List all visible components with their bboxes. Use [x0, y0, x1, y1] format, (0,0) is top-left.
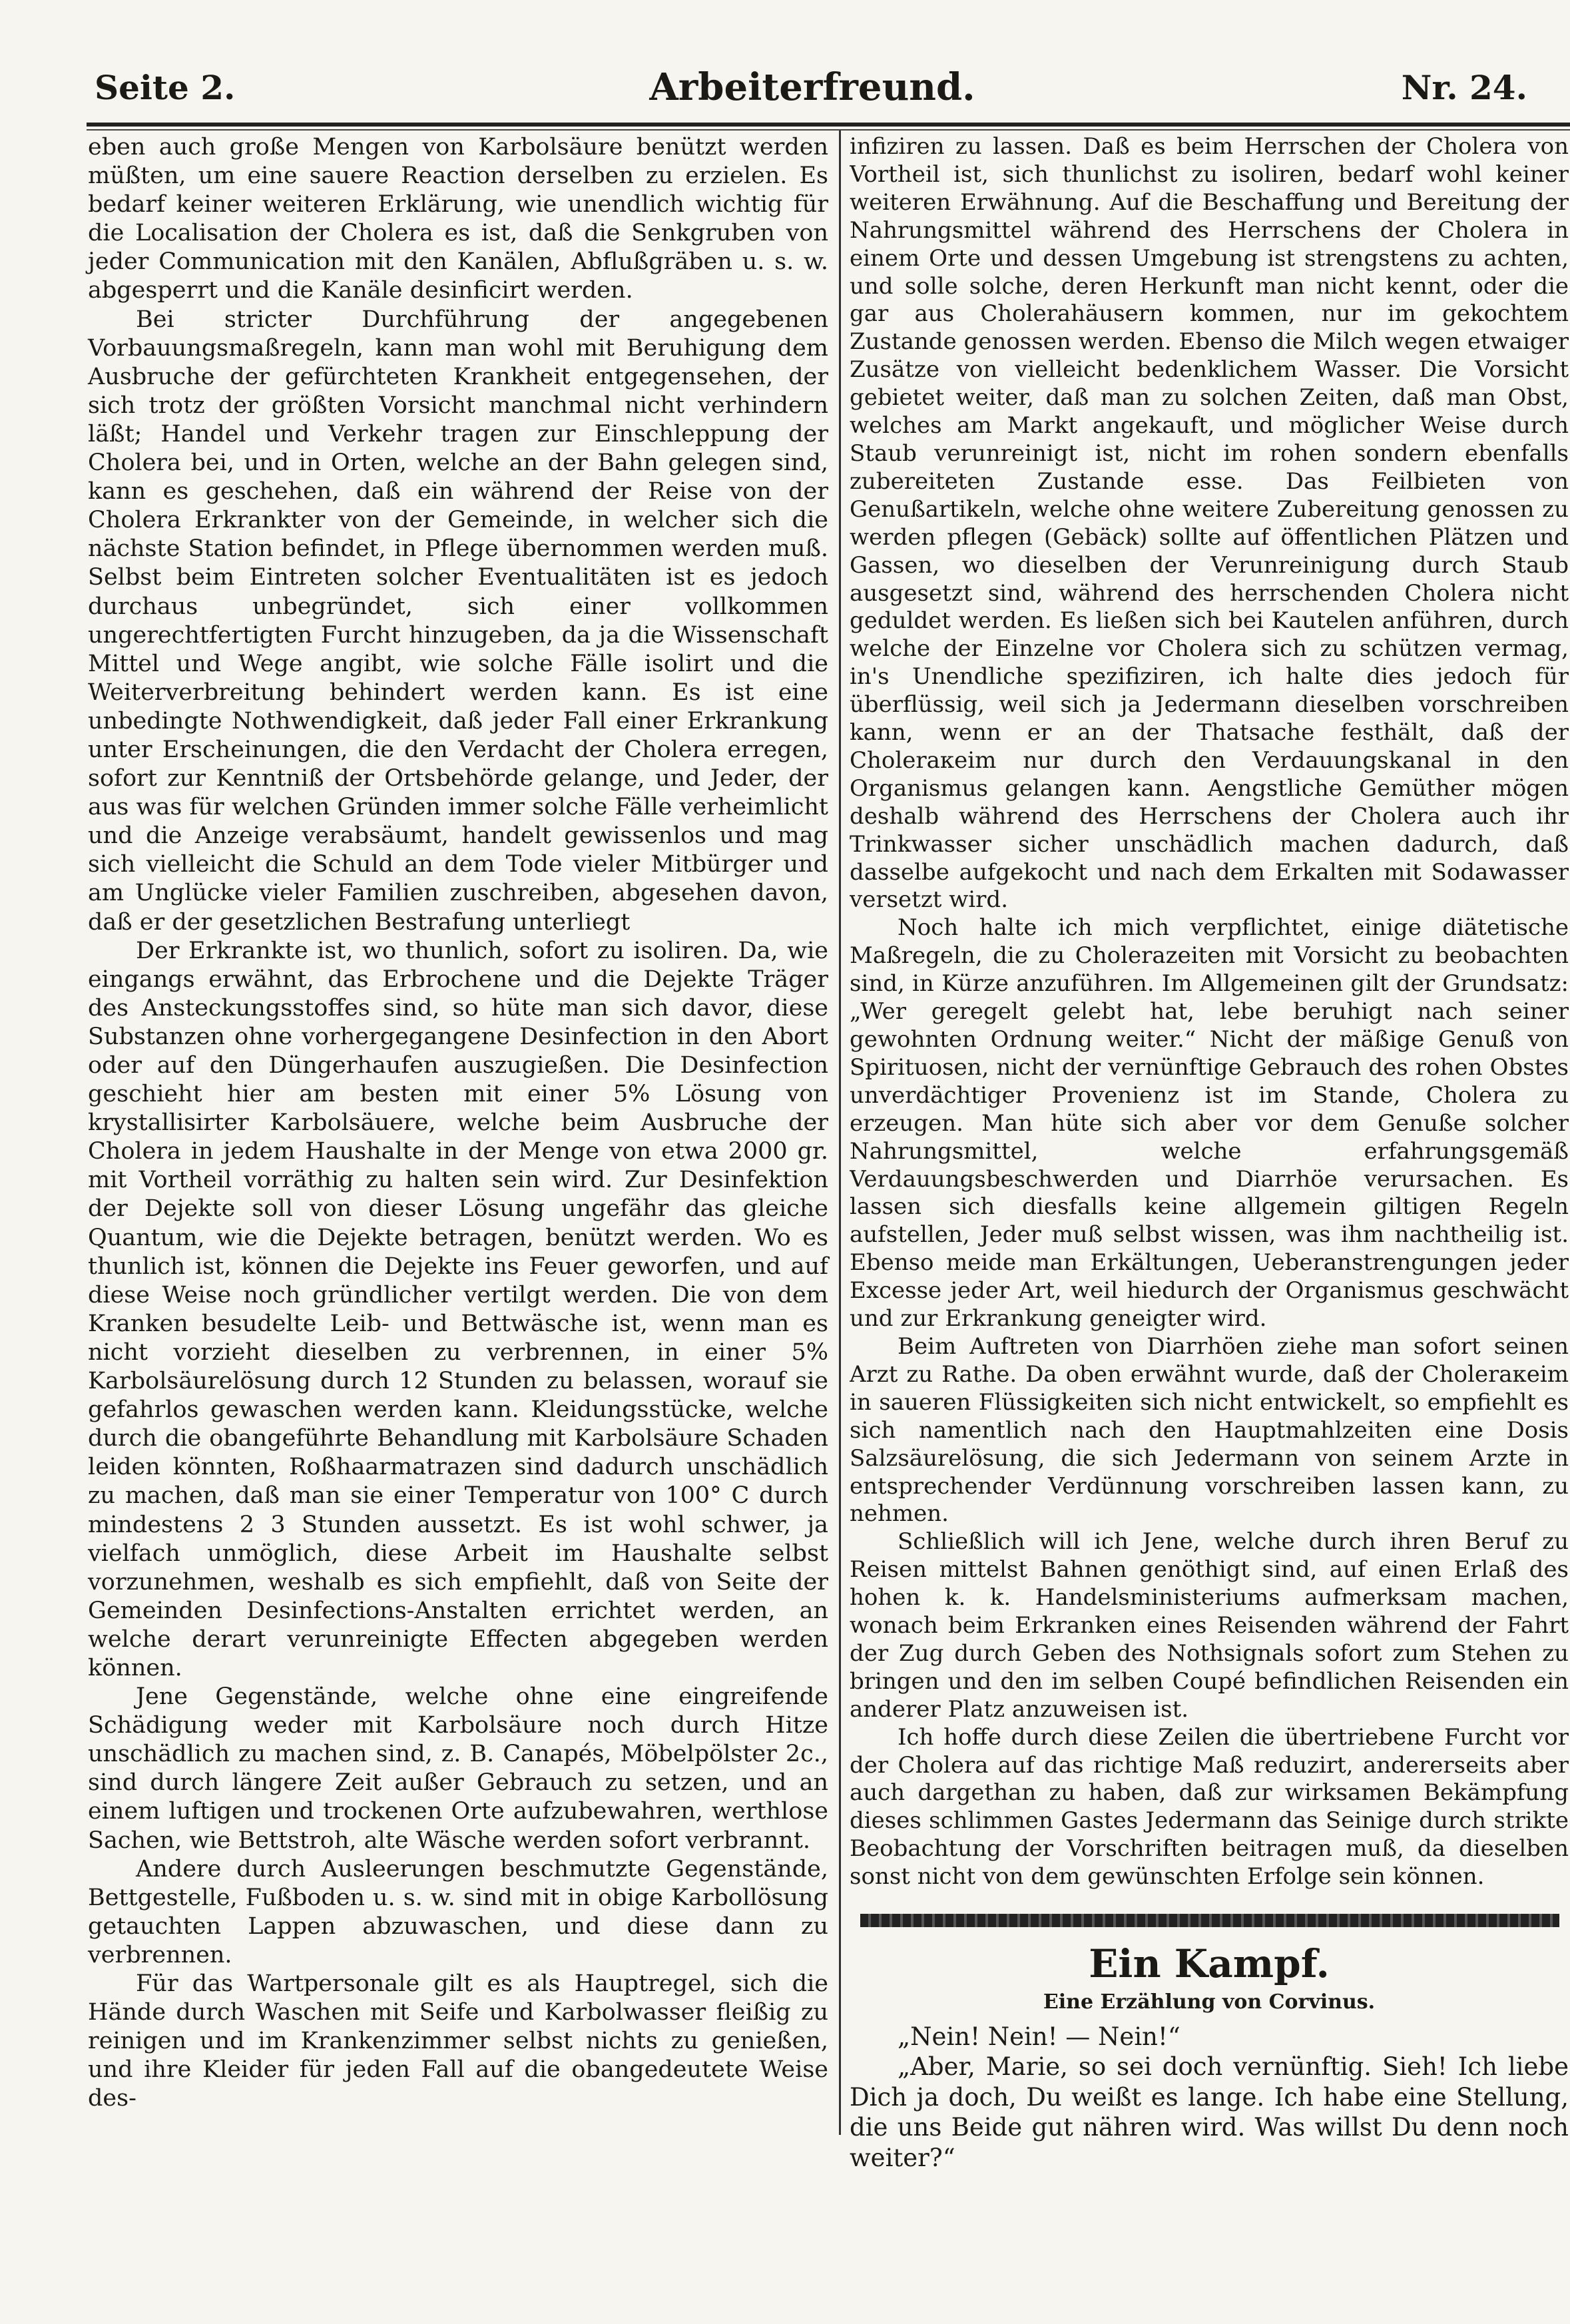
left-column	[88, 133, 828, 2113]
section-divider	[860, 1914, 1559, 1927]
paragraph: Beim Auftreten von Diarrhöen ziehe man sofort seinen Arzt zu Rathe. Da oben erwähnt wurde, daß der Choleraкeim in saueren Flüssigkeiten sich nicht entwickelt, so empfiehlt es sich namentlich nach den Hauptmahlzeiten eine Dosis Salzsäurelösung, die sich Jedermann von seinem Arzte in entsprechender Verdünnung vorschreiben lassen kann, zu nehmen.	[850, 1332, 1569, 1528]
column-separator	[839, 131, 841, 2135]
paragraph: Andere durch Ausleerungen beschmutzte Gegenstände, Bettgestelle, Fußboden u. s. w. sind mit in obige Karbollösung getauchten Lappen abzuwaschen, und diese dann zu verbrennen.	[88, 1855, 828, 1968]
newspaper-title: Arbeiterfreund.	[649, 65, 975, 109]
paragraph: Bei stricter Durchführung der angegebenen Vorbauungsmaßregeln, kann man wohl mit Beruhigung dem Ausbruche der gefürchteten Krankheit entgegensehen, der sich trotz der größten Vorsicht manchmal nicht verhindern läßt; Handel und Verkehr tragen zur Einschleppung der Cholera bei, und in Orten, welche an der Bahn gelegen sind, kann es geschehen, daß ein während der Reise von der Cholera Erkrankter von der Gemeinde, in welcher sich die nächste Station befindet, in Pflege übernommen werden muß. Selbst beim Eintreten solcher Eventualitäten ist es jedoch durchaus unbegründet, sich einer vollkommen ungerechtfertigten Furcht hinzugeben, da ja die Wissenschaft Mittel und Wege angibt, wie solche Fälle isolirt und die Weiterverbreitung behindert werden kann. Es ist eine unbedingte Nothwendigkeit, daß jeder Fall einer Erkrankung unter Erscheinungen, die den Verdacht der Cholera erregen, sofort zur Kenntniß der Ortsbehörde gelange, und Jeder, der aus was für welchen Gründen immer solche Fälle verheimlicht und die Anzeige verabsäumt, handelt gewissenlos und mag sich vielleicht die Schuld an dem Tode vieler Mitbürger und am Unglücke vieler Familien zuschreiben, abgesehen davon, daß er der gesetzlichen Bestrafung unterliegt	[88, 306, 828, 936]
header-rule-thin	[87, 129, 1570, 131]
paragraph: eben auch große Mengen von Karbolsäure benützt werden müßten, um eine sauere Reaction derselben zu erzielen. Es bedarf keiner weiteren Erklärung, wie unendlich wichtig für die Localisation der Cholera es ist, daß die Senkgruben von jeder Communication mit den Kanälen, Abflußgräben u. s. w. abgesperrt und die Kanäle desinficirt werden.	[88, 134, 828, 304]
paragraph: Der Erkrankte ist, wo thunlich, sofort zu isoliren. Da, wie eingangs erwähnt, das Erbrochene und die Dejekte Träger des Ansteckungsstoffes sind, so hüte man sich davor, diese Substanzen ohne vorhergegangene Desinfection in den Abort oder auf den Düngerhaufen auszugießen. Die Desinfection geschieht hier am besten mit einer 5% Lösung von krystallisirter Karbolsäuere, welche beim Ausbruche der Cholera in jedem Haushalte in der Menge von etwa 2000 gr. mit Vortheil vorräthig zu halten sein wird. Zur Desinfektion der Dejekte soll von dieser Lösung ungefähr das gleiche Quantum, wie die Dejekte betragen, benützt werden. Wo es thunlich ist, können die Dejekte ins Feuer geworfen, und auf diese Weise noch gründlicher vertilgt werden. Die von dem Kranken besudelte Leib- und Bettwäsche ist, wenn man es nicht vorzieht dieselben zu verbrennen, in einer 5% Karbolsäurelösung durch 12 Stunden zu belassen, worauf sie gefahrlos gewaschen werden kann. Kleidungsstücke, welche durch die obangeführte Behandlung mit Karbolsäure Schaden leiden könnten, Roßhaarmatrazen sind dadurch unschädlich zu machen, daß man sie einer Temperatur von 100° C durch mindestens 2 3 Stunden aussetzt. Es ist wohl schwer, ja vielfach unmöglich, diese Arbeit im Haushalte selbst vorzunehmen, weshalb es sich empfiehlt, daß von Seite der Gemeinden Desinfections-Anstalten errichtet werden, an welche derart verunreinigte Effecten abgegeben werden können.	[88, 937, 828, 1681]
story-paragraph: „Aber, Marie, so sei doch vernünftig. Sieh! Ich liebe Dich ja doch, Du weißt es lange. Ich habe eine Stellung, die uns Beide gut nähren wird. Was willst Du denn noch weiter?“	[850, 2052, 1569, 2172]
paragraph: Jene Gegenstände, welche ohne eine eingreifende Schädigung weder mit Karbolsäure noch durch Hitze unschädlich zu machen sind, z. B. Canapés, Möbelpölster 2c., sind durch längere Zeit außer Gebrauch zu setzen, und an einem luftigen und trockenen Orte aufzubewahren, werthlose Sachen, wie Bettstroh, alte Wäsche werden sofort verbrannt.	[88, 1683, 828, 1854]
paragraph: infiziren zu lassen. Daß es beim Herrschen der Cholera von Vortheil ist, sich thunlichst zu isoliren, bedarf wohl keiner weiteren Erwähnung. Auf die Beschaffung und Bereitung der Nahrungsmittel während des Herrschens der Cholera in einem Orte und dessen Umgebung ist strengstens zu achten, und solle solche, deren Herkunft man nicht kennt, oder die gar aus Cholerahäusern kommen, nur im gekochtem Zustande genossen werden. Ebenso die Milch wegen etwaiger Zusätze von vielleicht bedenklichem Wasser. Die Vorsicht gebietet weiter, daß man zu solchen Zeiten, daß man Obst, welches am Markt angekauft, und möglicher Weise durch Staub verunreinigt ist, nicht im rohen sondern ebenfalls zubereiteten Zustande esse. Das Feilbieten von Genußartikeln, welche ohne weitere Zubereitung genossen zu werden pflegen (Gebäck) sollte auf öffentlichen Plätzen und Gassen, wo dieselben der Verunreinigung durch Staub ausgesetzt sind, während des herrschenden Cholera nicht geduldet werden. Es ließen sich bei Kautelen anführen, durch welche der Einzelne vor Cholera sich zu schützen vermag, in's Unendliche spezifiziren, ich halte dies jedoch für überflüssig, weil sich ja Jedermann dieselben vorschreiben kann, wenn er an der Thatsache festhält, daß der Choleraкeim nur durch den Verdauungskanal in den Organismus gelangen kann. Aengstliche Gemüther mögen deshalb während des Herrschens der Cholera auch ihr Trinkwasser sicher unschädlich machen dadurch, daß dasselbe aufgekocht und nach dem Erkalten mit Sodawasser versetzt wird.	[850, 133, 1569, 914]
story-subtitle: Eine Erzählung von Corvinus.	[1043, 1990, 1376, 2014]
paragraph: Für das Wartpersonale gilt es als Hauptregel, sich die Hände durch Waschen mit Seife und Karbolwasser fleißig zu reinigen und im Krankenzimmer selbst nichts zu genießen, und ihre Kleider für jeden Fall auf die obangedeutete Weise des-	[88, 1970, 828, 2112]
page-number: Seite 2.	[95, 68, 236, 107]
story-section	[850, 1931, 1569, 2173]
page-header	[80, 55, 1545, 121]
story-paragraph: „Nein! Nein! — Nein!“	[898, 2022, 1180, 2051]
paragraph: Schließlich will ich Jene, welche durch ihren Beruf zu Reisen mittelst Bahnen genöthigt sind, auf einen Erlaß des hohen k. k. Handelsministeriums aufmerksam machen, wonach beim Erkranken eines Reisenden während der Fahrt der Zug durch Geben des Nothsignals sofort zum Stehen zu bringen und den im selben Coupé befindlichen Reisenden ein anderer Platz anzuweisen ist.	[850, 1528, 1569, 1723]
story-title: Ein Kampf.	[1089, 1941, 1330, 1986]
paragraph: Noch halte ich mich verpflichtet, einige diätetische Maßregeln, die zu Cholerazeiten mit Vorsicht zu beobachten sind, in Kürze anzuführen. Im Allgemeinen gilt der Grundsatz: „Wer geregelt gelebt hat, lebe beruhigt nach seiner gewohnten Ordnung weiter.“ Nicht der mäßige Genuß von Spirituosen, nicht der vernünftige Gebrauch des rohen Obstes unverdächtiger Provenienz ist im Stande, Cholera zu erzeugen. Man hüte sich aber vor dem Genuße solcher Nahrungsmittel, welche erfahrungsgemäß Verdauungsbeschwerden und Diarrhöe verursachen. Es lassen sich diesfalls keine allgemein giltigen Regeln aufstellen, Jeder muß selbst wissen, was ihm nachtheilig ist. Ebenso meide man Erkältungen, Ueberanstrengungen jeder Excesse jeder Art, weil hiedurch der Organismus geschwächt und zur Erkrankung geneigter wird.	[850, 914, 1569, 1332]
issue-number: Nr. 24.	[1401, 68, 1527, 107]
right-column	[850, 133, 1569, 1891]
header-rule	[87, 123, 1570, 127]
paragraph: Ich hoffe durch diese Zeilen die übertriebene Furcht vor der Cholera auf das richtige Maß reduzirt, andererseits aber auch dargethan zu haben, daß zur wirksamen Bekämpfung dieses schlimmen Gastes Jedermann das Seinige durch strikte Beobachtung der Vorschriften beitragen muß, da dieselben sonst nicht von dem gewünschten Erfolge sein können.	[850, 1723, 1569, 1890]
